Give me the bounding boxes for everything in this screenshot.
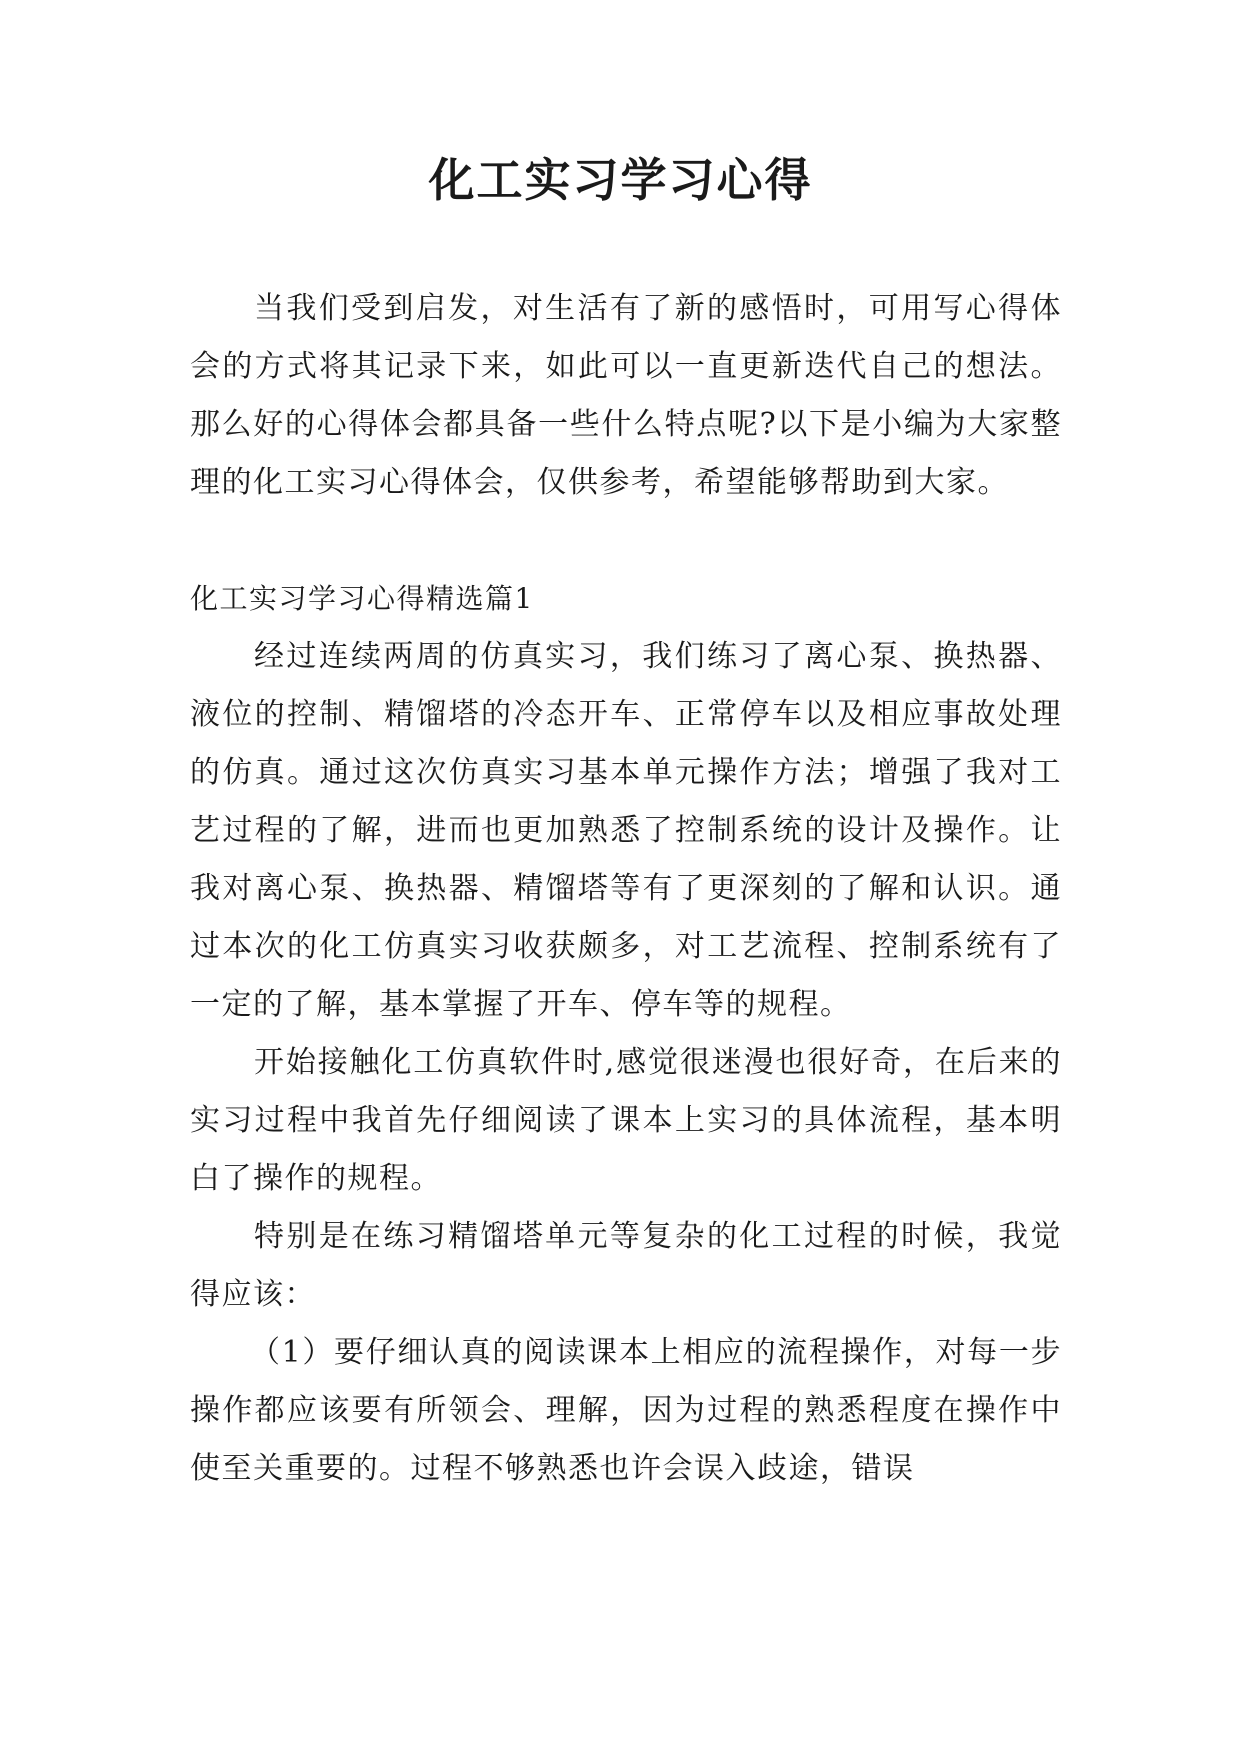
body-paragraph: 开始接触化工仿真软件时,感觉很迷漫也很好奇，在后来的实习过程中我首先仔细阅读了课本上实习的具体流程，基本明白了操作的规程。 (190, 1045, 1062, 1196)
intro-paragraph: 当我们受到启发，对生活有了新的感悟时，可用写心得体会的方式将其记录下来，如此可以一直更新迭代自己的想法。那么好的心得体会都具备一些什么特点呢?以下是小编为大家整理的化工实习心得体会，仅供参考，希望能够帮助到大家。 (190, 291, 1062, 500)
body-paragraph: （1）要仔细认真的阅读课本上相应的流程操作，对每一步操作都应该要有所领会、理解，因为过程的熟悉程度在操作中使至关重要的。过程不够熟悉也许会误入歧途，错误 (190, 1335, 1062, 1486)
document-body (190, 280, 1062, 1498)
document-title: 化工实习学习心得 (428, 153, 813, 207)
section-heading: 化工实习学习心得精选篇1 (190, 582, 534, 615)
body-paragraph: 经过连续两周的仿真实习，我们练习了离心泵、换热器、液位的控制、精馏塔的冷态开车、正常停车以及相应事故处理的仿真。通过这次仿真实习基本单元操作方法；增强了我对工艺过程的了解，进而也更加熟悉了控制系统的设计及操作。让我对离心泵、换热器、精馏塔等有了更深刻的了解和认识。通过本次的化工仿真实习收获颇多，对工艺流程、控制系统有了一定的了解，基本掌握了开车、停车等的规程。 (190, 639, 1062, 1022)
body-paragraph: 特别是在练习精馏塔单元等复杂的化工过程的时候，我觉得应该： (190, 1219, 1062, 1312)
paragraph-spacer (190, 512, 1062, 570)
